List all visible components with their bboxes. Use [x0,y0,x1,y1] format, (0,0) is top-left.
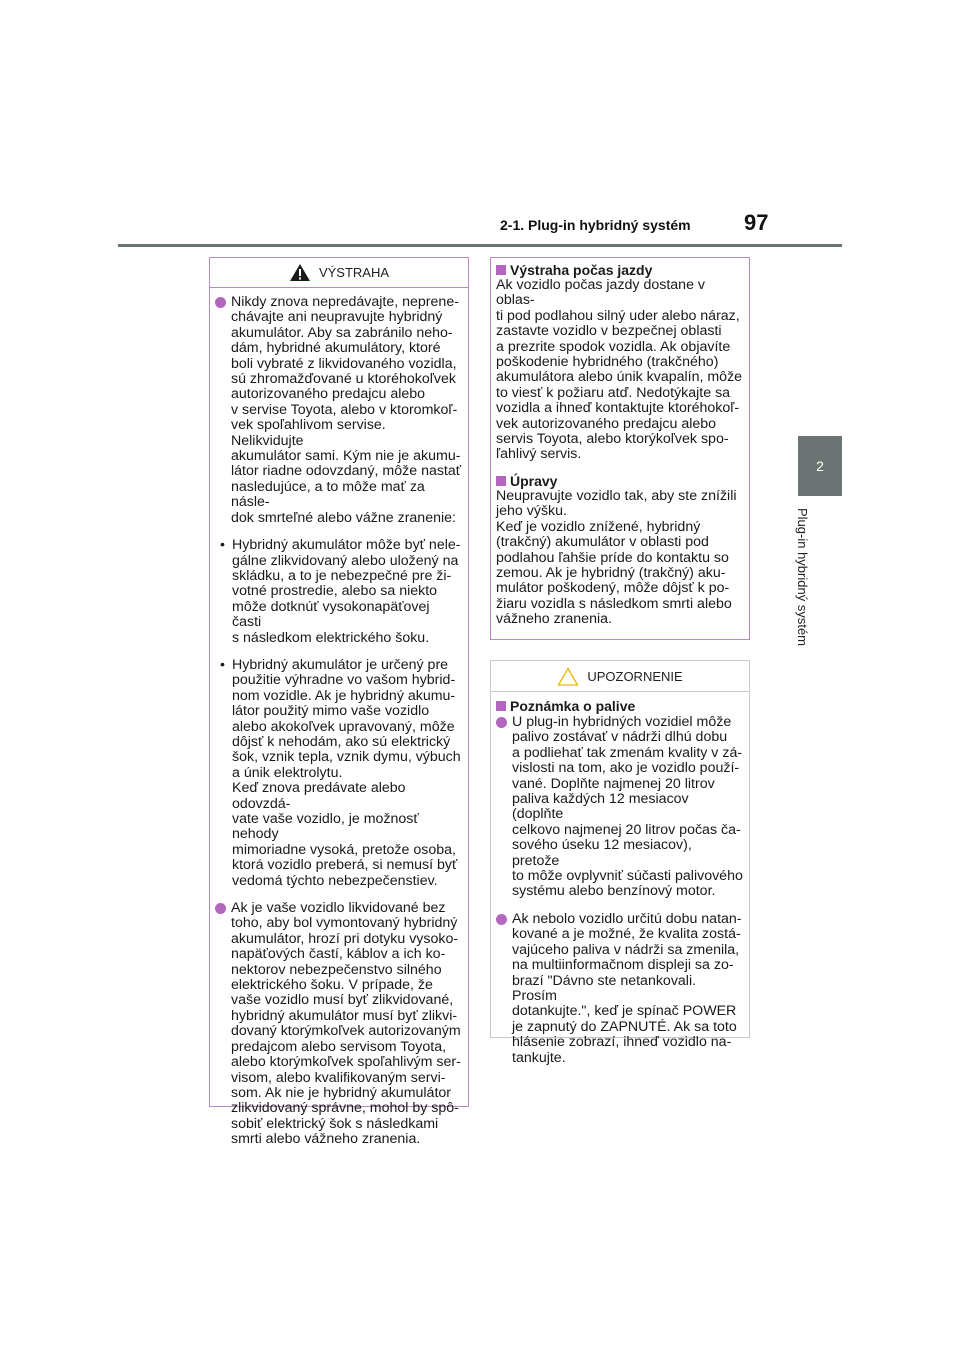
chapter-tab: 2 [798,436,842,496]
warning-bullet-2: Ak je vaše vozidlo likvidované bez toho, aby bol vymontovaný hybridný akumulátor, hrozí pri dotyku vysoko- napäťových častí, káblov a ich ko- nektorov nebezpečenstvo silného elektrického šoku. V prípade, že vaše vozidlo musí byť zlikvidované, hybridný akumulátor musí byť zlikvi- dovaný ktorýmkoľvek autorizovaným predajcom alebo servisom Toyota, alebo ktorýmkoľvek spoľahlivým ser- visom, alebo kvalifikovaným servi- som. Ak nie je hybridný akumulátor zlikvidovaný správne, mohol by spô- sobiť elektrický šok s následkami smrti alebo vážneho zranenia. [231,900,461,1148]
warning-triangle-icon [289,263,311,282]
dash-bullet-icon: • [220,537,225,554]
driving-warning-text: Ak vozidlo počas jazdy dostane v oblas- ti pod podlahou silný uder alebo náraz, zastavte vozidlo v bezpečnej oblasti a prezrite spodok vozidla. Ak objavíte poškodenie hybridného (trakčného) akumulátora alebo únik kvapalín, môže to viesť k požiaru atď. Nedotýkajte sa vozidla a ihneď kontaktujte ktoréhokoľ- vek autorizovaného predajcu alebo servis Toyota, alebo ktorýkoľvek spo- ľahlivý servis. [496,277,743,463]
list-item [496,912,743,1066]
warning-dash-2: Hybridný akumulátor je určený pre použitie výhradne vo vašom hybrid- nom vozidle. Ak je hybridný akumu- látor použitý mimo vaše vozidlo alebo akokoľvek upravovaný, môže dôjsť k nehodám, ako sú elektrický šok, vznik tepla, vznik dymu, výbuch a únik elektrolytu. Keď znova predávate alebo odovzdá- vate vaše vozidlo, je možnosť nehody mimoriadne vysoká, pretože osoba, ktorá vozidlo preberá, si nemusí byť vedomá týchto nebezpečenstiev. [232,656,461,889]
caution-box [490,660,750,1066]
list-item [215,658,462,889]
header-rule [118,244,842,247]
page-number: 97 [744,210,769,235]
square-marker-icon [496,265,506,275]
list-item [496,715,743,900]
subsection-heading [496,698,743,714]
modifications-title: Úpravy [510,472,558,489]
modifications-text: Neupravujte vozidlo tak, aby ste znížili jeho výšku. Keď je vozidlo znížené, hybridný (trakčný) akumulátor v oblasti pod podlahou ľahšie príde do kontaktu so zemou. Ak je hybridný (trakčný) aku- mulátor poškodený, môže dôjsť k po- žiaru vozidla s následkom smrti alebo vážneho zranenia. [496,487,737,628]
caution-bullet-1: U plug-in hybridných vozidiel môže palivo zostávať v nádrži dlhú dobu a podliehať tak zmenám kvality v zá- vislosti na tom, ako je vozidlo použí- vané. Doplňte najmenej 20 litrov paliva každých 12 mesiacov (doplňte celkovo najmenej 20 litrov počas ča- sového úseku 12 mesiacov), pretože to môže ovplyvniť súčasti palivového systému alebo benzínový motor. [512,714,743,900]
caution-triangle-icon [557,667,579,686]
square-marker-icon [496,701,506,711]
list-item [215,538,462,646]
caution-box-header [491,661,749,692]
warning-dash-1: Hybridný akumulátor môže byť nele- gálne zlikvidovaný alebo uložený na skládku, a to je nebezpečné pre ži- votné prostredie, alebo sa niekto môže dotknúť vysokonapäťovej časti s následkom elektrického šoku. [232,537,461,646]
warning-box [209,257,469,1148]
subsection-heading [496,473,743,489]
circle-bullet-icon [496,914,507,925]
warning-continued-box [490,257,750,640]
caution-bullet-2: Ak nebolo vozidlo určitú dobu natan- kované a je možné, že kvalita zostá- vajúceho paliva v nádrži sa zmenila, na multiinformačnom displeji sa zo- brazí "Dávno ste netankovali. Prosím dotankujte.", keď je spínač POWER je zapnutý do ZAPNUTÉ. Ak sa toto hlásenie zobrazí, ihneď vozidlo na- tankujte. [512,910,742,1066]
driving-warning-title: Výstraha počas jazdy [510,262,653,278]
warning-bullet-1: Nikdy znova nepredávajte, neprene- chávajte ani neupravujte hybridný akumulátor. Aby sa zabránilo neho- dám, hybridné akumulátory, ktoré boli vybraté z likvidovaného vozidla, sú zhromažďované u ktoréhokoľvek autorizovaného predajcu alebo v servise Toyota, alebo v ktoromkoľ- vek spoľahlivom servise. Nelikvidujte akumulátor sami. Kým nie je akumu- látor riadne odovzdaný, môže nastať nasledujúce, a to môže mať za násle- dok smrteľné alebo vážne zranenie: [231,294,462,526]
circle-bullet-icon [496,717,507,728]
warning-heading: VÝSTRAHA [318,265,390,280]
square-marker-icon [496,476,506,486]
section-title: 2-1. Plug-in hybridný systém [500,217,691,233]
fuel-note-title: Poznámka o palive [510,698,636,714]
warning-box-header [210,258,468,288]
circle-bullet-icon [215,903,226,914]
subsection-heading [496,262,743,278]
chapter-title: Plug-in hybridný systém [795,508,810,646]
dash-bullet-icon: • [220,656,225,673]
list-item [215,295,462,526]
caution-heading: UPOZORNENIE [587,668,683,684]
list-item [215,901,462,1148]
circle-bullet-icon [215,297,226,308]
